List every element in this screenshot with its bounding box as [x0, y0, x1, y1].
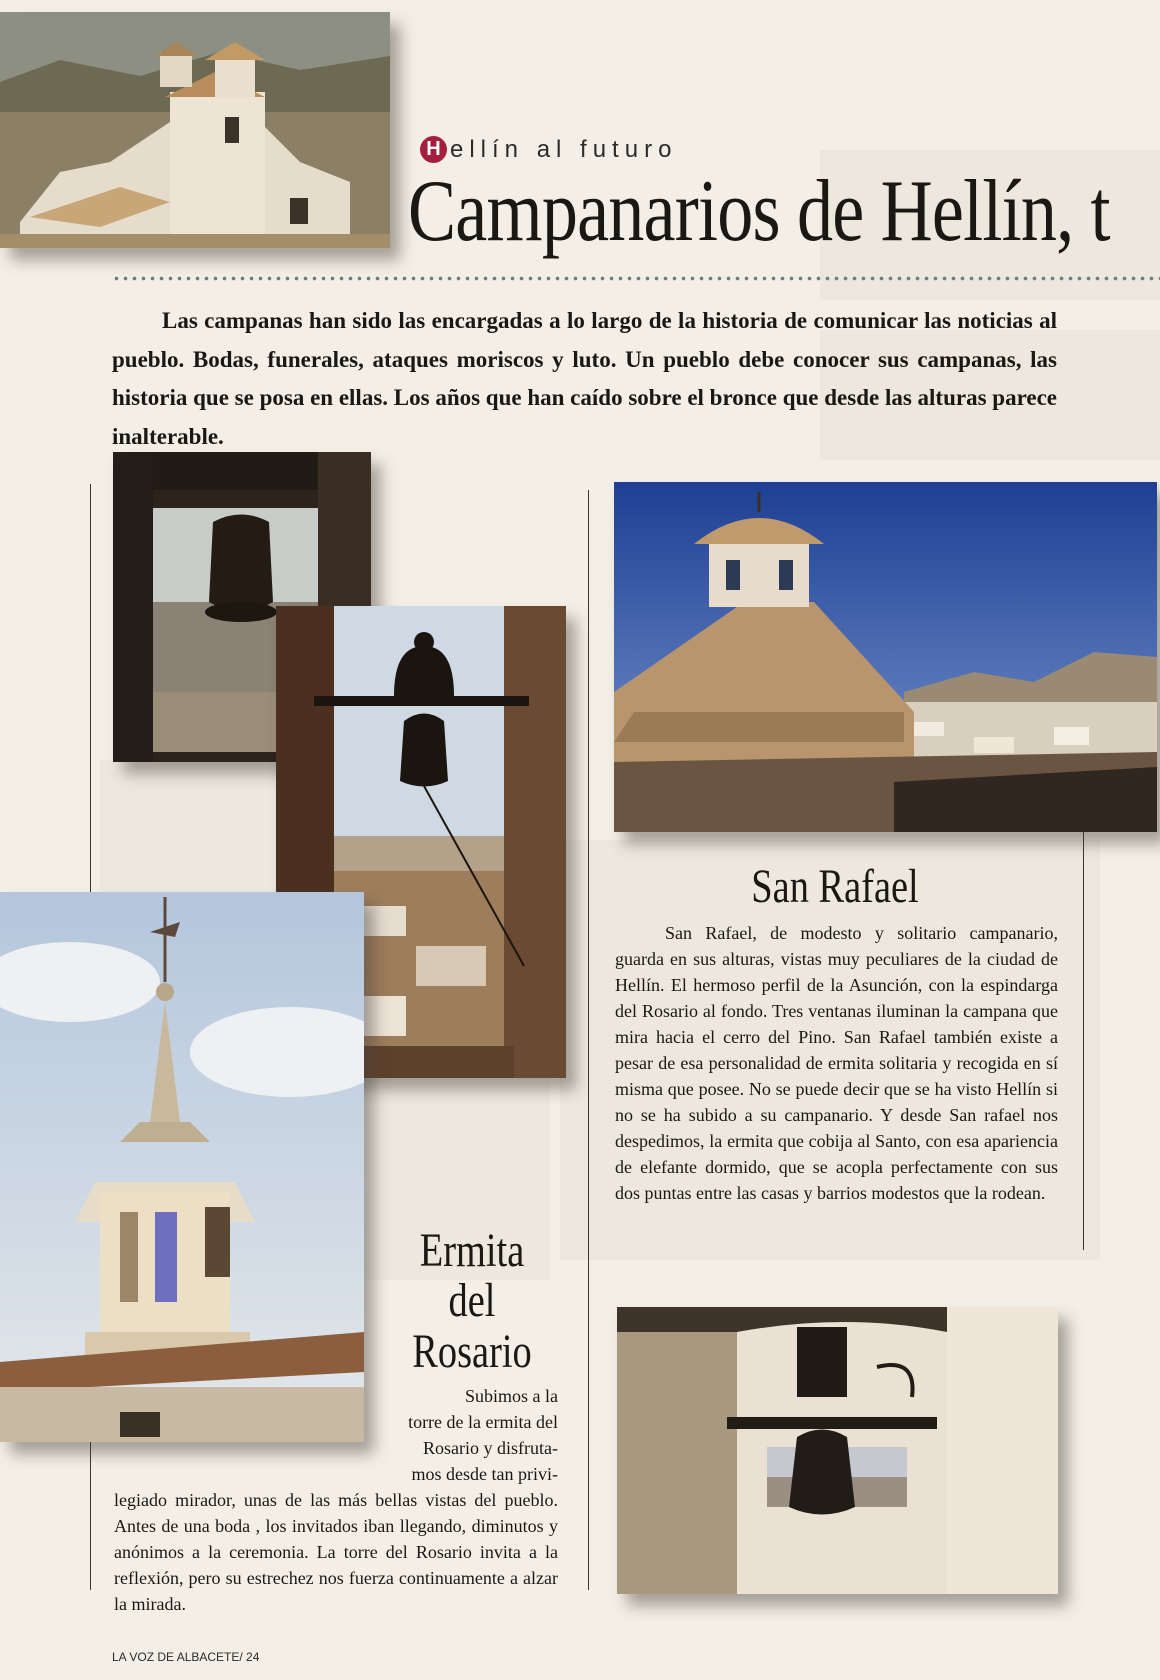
rosario-line: torre de la ermita del: [408, 1412, 558, 1432]
section-kicker: [420, 136, 677, 164]
rosario-heading-line: Ermita: [419, 1224, 525, 1277]
dotted-rule: [112, 275, 1160, 282]
rosario-line: Rosario y disfruta-: [423, 1438, 558, 1458]
san-rafael-dome-photo: [614, 482, 1157, 832]
san-rafael-body: San Rafael, de modesto y solitario campanario, guarda en sus alturas, vistas muy peculiares de la ciudad de Hellín. El hermoso perfil de la Asunción, con la espindarga del Rosario al fondo. Tres ventanas iluminan la campana que mira hacia el cerro del Pino. San Rafael también existe a pesar de esa personalidad de ermita solitaria y recogida en sí misma que posee. No se puede decir que se ha visto Hellín si no se ha subido a su campanario. Y desde San rafael nos despedimos, la ermita que cobija al Santo, con esa apariencia de elefante dormido, que se acopla perfectamente con sus dos puntas entre las casas y barrios modestos que la rodean.: [615, 923, 1058, 1203]
rosario-line: mos desde tan privi-: [411, 1464, 558, 1484]
rosario-heading-line: del: [448, 1274, 496, 1328]
rosario-line: Subimos a la: [465, 1386, 558, 1406]
page-folio: LA VOZ DE ALBACETE/ 24: [112, 1650, 260, 1664]
rosario-body-wrap: [380, 1383, 558, 1487]
san-rafael-bell-photo: [617, 1307, 1058, 1594]
column-rule-middle: [588, 490, 589, 1590]
rosario-heading: [408, 1226, 536, 1377]
san-rafael-heading: San Rafael: [751, 860, 919, 913]
kicker-text: ellín al futuro: [450, 136, 678, 163]
article-title: Campanarios de Hellín, t: [408, 163, 1110, 260]
kicker-initial-badge: H: [420, 136, 447, 163]
rosario-body: legiado mirador, unas de las más bellas vistas del pueblo. Antes de una boda , los invitados iban llegando, diminutos y anónimos a la ceremonia. La torre del Rosario invita a la reflexión, pero su estrechez nos fuerza continuamente a alzar la mirada.: [114, 1490, 558, 1614]
church-rooftop-photo: [0, 12, 390, 248]
rosario-tower-photo: [0, 892, 364, 1442]
column-rule-right: [1083, 830, 1084, 1250]
lead-paragraph: Las campanas han sido las encargadas a lo largo de la historia de comunicar las noticias al pueblo. Bodas, funerales, ataques moriscos y luto. Un pueblo debe conocer sus campanas, las historia que se posa en ellas. Los años que han caído sobre el bronce que desde las alturas parece inalterable.: [112, 308, 1057, 449]
rosario-heading-line: Rosario: [412, 1324, 532, 1378]
